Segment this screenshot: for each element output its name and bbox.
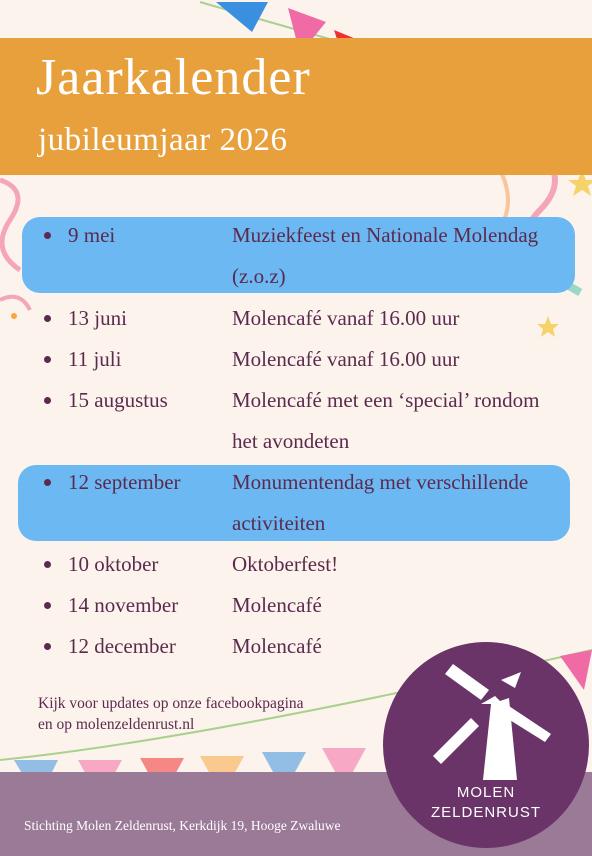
- event-date: 11 juli: [68, 347, 122, 371]
- bullet: [44, 356, 51, 363]
- bullet: [44, 397, 51, 404]
- bullet: [44, 561, 51, 568]
- event-description: Oktoberfest!: [232, 552, 339, 576]
- event-date: 12 december: [68, 634, 176, 658]
- event-date: 12 september: [68, 470, 181, 494]
- bullet: [44, 602, 51, 609]
- page-subtitle: jubileumjaar 2026: [38, 122, 288, 158]
- logo-line2: ZELDENRUST: [430, 804, 541, 821]
- updates-note: [38, 693, 398, 735]
- event-description: Molencafé vanaf 16.00 uur: [232, 347, 460, 371]
- event-date: 10 oktober: [68, 552, 159, 576]
- bullet: [44, 643, 51, 650]
- event-date: 9 mei: [68, 223, 116, 247]
- updates-note-line1: Kijk voor updates op onze facebookpagina: [38, 695, 304, 712]
- bullet: [44, 232, 51, 239]
- event-date: 14 november: [68, 593, 179, 617]
- event-date: 13 juni: [68, 306, 127, 330]
- footer-address: Stichting Molen Zeldenrust, Kerkdijk 19, Hooge Zwaluwe: [24, 818, 341, 833]
- event-description: Molencafé: [232, 593, 322, 617]
- event-description: Molencafé vanaf 16.00 uur: [232, 306, 460, 330]
- bullet: [44, 315, 51, 322]
- event-description: Monumentendag met verschillende activiteiten: [232, 470, 529, 535]
- updates-note-line2: en op molenzeldenrust.nl: [38, 716, 195, 733]
- event-description: Muziekfeest en Nationale Molendag (z.o.z): [232, 223, 539, 288]
- event-description: Molencafé: [232, 634, 322, 658]
- bullet: [44, 479, 51, 486]
- page-title: Jaarkalender: [36, 49, 311, 106]
- molen-zeldenrust-logo: [383, 642, 589, 848]
- logo-line1: MOLEN: [456, 784, 516, 801]
- event-description: Molencafé met een ‘special’ rondom het avondeten: [232, 388, 540, 453]
- event-date: 15 augustus: [68, 388, 168, 412]
